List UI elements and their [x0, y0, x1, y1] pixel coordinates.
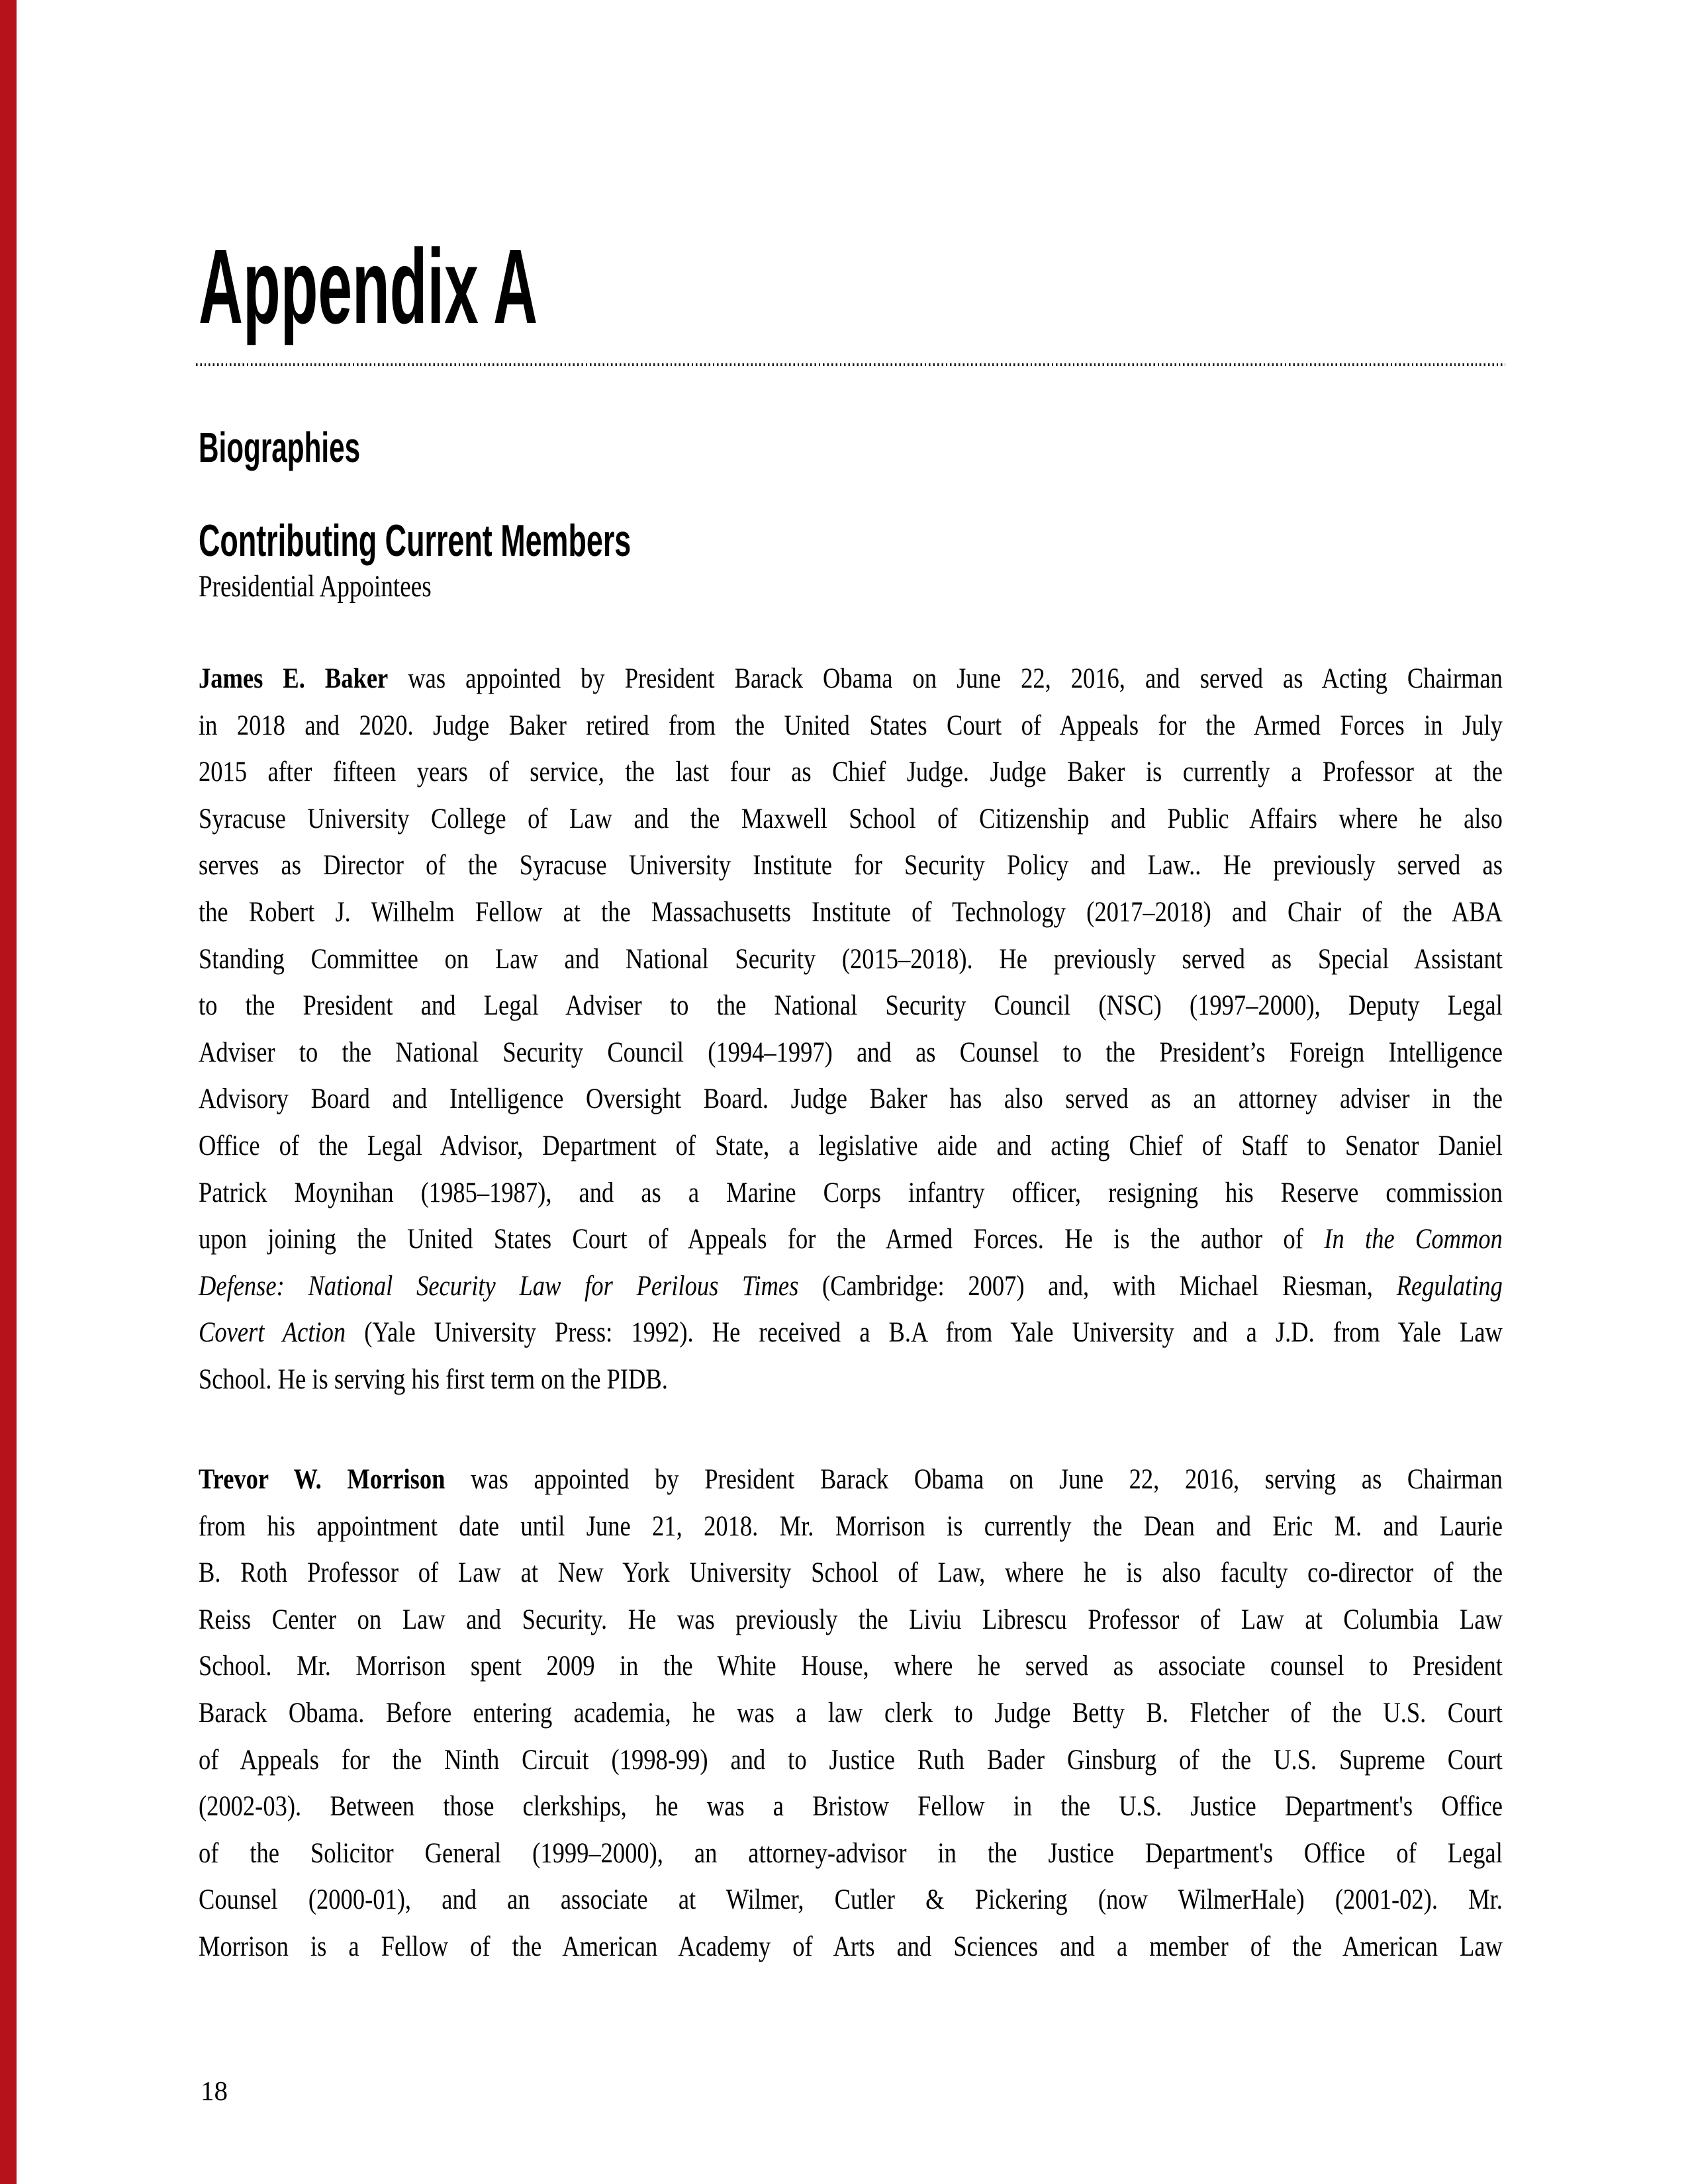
text-line: Barack Obama. Before entering academia, he was a law clerk to Judge Betty B. Fletcher of the U.S. Court	[199, 1697, 1503, 1729]
subsection-subheading: Presidential Appointees	[199, 569, 432, 604]
page-edge-accent-bar	[0, 0, 17, 2184]
page-number: 18	[201, 2075, 228, 2106]
text-line: Morrison is a Fellow of the American Academy of Arts and Sciences and a member of the American Law	[199, 1931, 1503, 1962]
text-line: School. He is serving his first term on the PIDB.	[199, 1363, 668, 1395]
biography-paragraph-morrison	[199, 1457, 1503, 1971]
text-line: Reiss Center on Law and Security. He was previously the Liviu Librescu Professor of Law at Columbia Law	[199, 1604, 1503, 1635]
text-line: B. Roth Professor of Law at New York University School of Law, where he is also faculty co-director of the	[199, 1557, 1503, 1589]
text-line: of Appeals for the Ninth Circuit (1998-99) and to Justice Ruth Bader Ginsburg of the U.S. Supreme Court	[199, 1744, 1503, 1776]
text-line: James E. Baker was appointed by President Barack Obama on June 22, 2016, and served as Acting Chairman	[199, 663, 1503, 694]
page-title: Appendix A	[199, 227, 538, 345]
text-line: 2015 after fifteen years of service, the last four as Chief Judge. Judge Baker is currently a Professor at the	[199, 756, 1503, 788]
text-line: upon joining the United States Court of Appeals for the Armed Forces. He is the author of In the Common	[199, 1224, 1503, 1255]
text-line: Office of the Legal Advisor, Department of State, a legislative aide and acting Chief of Staff to Senator Daniel	[199, 1130, 1503, 1161]
text-line: from his appointment date until June 21, 2018. Mr. Morrison is currently the Dean and Eric M. and Laurie	[199, 1510, 1503, 1542]
text-line: Syracuse University College of Law and the Maxwell School of Citizenship and Public Affairs where he also	[199, 803, 1503, 835]
text-line: School. Mr. Morrison spent 2009 in the White House, where he served as associate counsel to President	[199, 1651, 1503, 1682]
dotted-divider-rule	[196, 363, 1505, 366]
text-line: of the Solicitor General (1999–2000), an attorney-advisor in the Justice Department's Office of Legal	[199, 1837, 1503, 1869]
text-line: Advisory Board and Intelligence Oversight Board. Judge Baker has also served as an attorney adviser in the	[199, 1083, 1503, 1115]
section-heading: Biographies	[199, 424, 361, 471]
subsection-heading: Contributing Current Members	[199, 516, 632, 566]
text-line: the Robert J. Wilhelm Fellow at the Massachusetts Institute of Technology (2017–2018) and Chair of the ABA	[199, 896, 1503, 928]
text-line: Trevor W. Morrison was appointed by President Barack Obama on June 22, 2016, serving as Chairman	[199, 1464, 1503, 1495]
text-line: Patrick Moynihan (1985–1987), and as a Marine Corps infantry officer, resigning his Reserve commission	[199, 1177, 1503, 1208]
text-line: Defense: National Security Law for Perilous Times (Cambridge: 2007) and, with Michael Riesman, Regulating	[199, 1270, 1503, 1302]
text-line: to the President and Legal Adviser to the National Security Council (NSC) (1997–2000), Deputy Legal	[199, 990, 1503, 1022]
text-line: serves as Director of the Syracuse University Institute for Security Policy and Law.. He previously served as	[199, 850, 1503, 882]
text-line: (2002-03). Between those clerkships, he was a Bristow Fellow in the U.S. Justice Department's Office	[199, 1791, 1503, 1823]
text-line: Counsel (2000-01), and an associate at Wilmer, Cutler & Pickering (now WilmerHale) (2001-02). Mr.	[199, 1884, 1503, 1916]
text-line: Covert Action (Yale University Press: 1992). He received a B.A from Yale University and a J.D. from Yale Law	[199, 1317, 1503, 1349]
text-line: in 2018 and 2020. Judge Baker retired from the United States Court of Appeals for the Armed Forces in July	[199, 709, 1503, 741]
biography-paragraph-baker	[199, 656, 1503, 1404]
text-line: Standing Committee on Law and National Security (2015–2018). He previously served as Special Assistant	[199, 943, 1503, 975]
text-line: Adviser to the National Security Council (1994–1997) and as Counsel to the President’s Foreign Intelligence	[199, 1036, 1503, 1068]
